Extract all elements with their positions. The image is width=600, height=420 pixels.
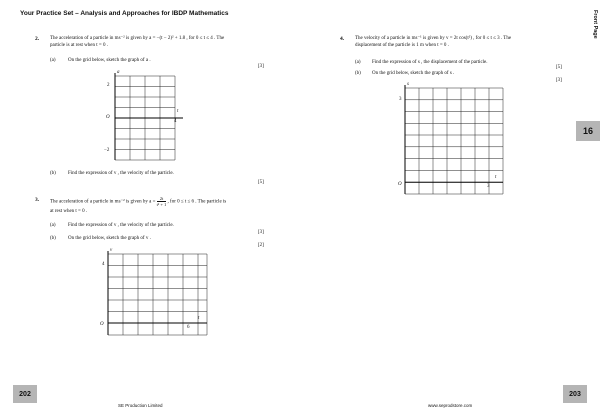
q4-part-a-label: (a) (355, 60, 361, 65)
q4-part-a-text: Find the expression of s , the displacement of the particle. (372, 60, 488, 65)
right-page-number: 203 (563, 385, 587, 403)
q2-part-a-label: (a) (50, 58, 56, 63)
side-label: Front Page (592, 10, 598, 39)
question-2-text-line2: particle is at rest when t = 0 . (50, 43, 108, 48)
left-page-number: 202 (13, 385, 37, 403)
q3-part-a-text: Find the expression of v , the velocity of the particle. (68, 223, 174, 228)
q4-y-tick-top: 3 (399, 97, 402, 102)
q3-x-tick: 6 (187, 325, 190, 330)
q3-part-a-marks: [3] (258, 230, 264, 235)
question-3-text-line2: at rest when t = 0 . (50, 209, 88, 214)
q4-x-tick: 3 (487, 184, 490, 189)
q3-text-post: , for 0 ≤ t ≤ 6 . The particle is (167, 199, 227, 205)
q3-y-axis-label: v (110, 248, 113, 253)
q4-part-b-text: On the grid below, sketch the graph of s . (372, 71, 455, 76)
q4-part-a-marks: [5] (556, 65, 562, 70)
question-2-text-line1: The acceleration of a particle in ms⁻² is given by a = −(t − 2)² + 1.8 , for 0 ≤ t ≤ 4 . The (50, 36, 225, 41)
q3-text-pre: The acceleration of a particle in ms⁻² is given by a = (50, 199, 156, 205)
q2-part-b-text: Find the expression of v , the velocity of the particle. (68, 171, 174, 176)
q3-part-a-label: (a) (50, 223, 56, 228)
q2-x-axis-label: t (177, 109, 179, 114)
q3-graph-grid (100, 248, 210, 340)
q2-part-b-label: (b) (50, 171, 56, 176)
q4-part-b-label: (b) (355, 71, 361, 76)
q4-graph-grid (397, 82, 507, 197)
q2-origin-label: O (106, 115, 110, 120)
question-3-text-line1 (50, 196, 226, 207)
q2-graph-grid (97, 70, 187, 162)
chapter-tab: 16 (576, 121, 600, 141)
q4-x-axis-label: t (495, 175, 497, 180)
q3-part-b-label: (b) (50, 236, 56, 241)
q3-frac-den: t² + 1 (156, 202, 167, 207)
question-4-text-line1: The velocity of a particle in ms⁻¹ is given by v = 2t cos(t²) , for 0 ≤ t ≤ 3 . The (355, 36, 512, 41)
question-2-number: 2. (35, 36, 40, 42)
q2-y-axis-label: a (117, 70, 120, 75)
q3-part-b-text: On the grid below, sketch the graph of v . (68, 236, 151, 241)
q3-fraction (157, 196, 167, 207)
q3-origin-label: O (100, 322, 104, 327)
q2-y-tick-bottom: −2 (104, 148, 110, 153)
book-title: Your Practice Set – Analysis and Approaches for IBDP Mathematics (20, 10, 229, 17)
question-4-text-line2: displacement of the particle is 1 m when t = 0 . (355, 43, 449, 48)
q2-x-tick: 4 (174, 119, 177, 124)
q2-y-tick-top: 2 (107, 83, 110, 88)
q3-y-tick-top: 4 (102, 262, 105, 267)
question-3-number: 3. (35, 197, 40, 203)
q3-frac-num: 2t (157, 196, 167, 202)
q3-part-b-marks: [2] (258, 243, 264, 248)
q2-part-a-marks: [3] (258, 64, 264, 69)
q4-origin-label: O (398, 182, 402, 187)
q2-part-a-text: On the grid below, sketch the graph of a . (68, 58, 151, 63)
q3-x-axis-label: t (198, 316, 200, 321)
q4-y-axis-label: s (407, 82, 409, 87)
q2-part-b-marks: [5] (258, 180, 264, 185)
right-footer: www.seprodstore.com (428, 403, 473, 408)
q4-part-b-marks: [3] (556, 78, 562, 83)
left-footer: SE Production Limited (118, 403, 163, 408)
question-4-number: 4. (340, 36, 345, 42)
